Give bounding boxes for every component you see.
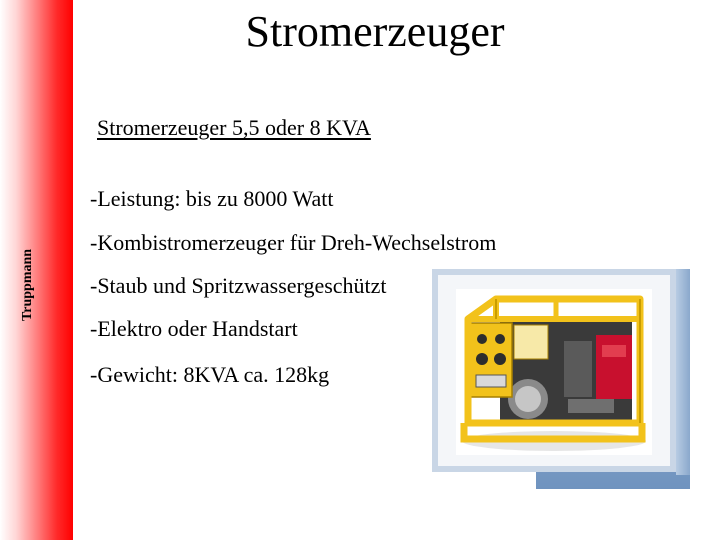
- info-label: [514, 325, 548, 359]
- engine-cover-highlight: [602, 345, 626, 357]
- bullet-item: -Kombistromerzeuger für Dreh-Wechselstrom: [90, 230, 497, 255]
- bullet-item: -Staub und Spritzwassergeschützt: [90, 273, 387, 298]
- bullet-item: -Leistung: bis zu 8000 Watt: [90, 186, 334, 211]
- engine-cover: [596, 335, 632, 399]
- generator-photo-frame: [432, 269, 690, 489]
- engine-block: [564, 341, 592, 397]
- frame-border: [432, 269, 676, 472]
- red-gradient-sidebar: [0, 0, 73, 540]
- generator-illustration: [456, 289, 652, 455]
- exhaust: [568, 399, 614, 413]
- socket-icon: [495, 334, 505, 344]
- socket-icon: [477, 334, 487, 344]
- bullet-item: -Elektro oder Handstart: [90, 316, 298, 341]
- alternator-face: [515, 386, 541, 412]
- bullet-item: -Gewicht: 8KVA ca. 128kg: [90, 362, 330, 387]
- meter-display: [476, 375, 506, 387]
- socket-icon: [476, 353, 488, 365]
- sidebar-label: Truppmann: [20, 248, 35, 322]
- slide-title: Stromerzeuger: [245, 7, 505, 56]
- slide-subtitle[interactable]: Stromerzeuger 5,5 oder 8 KVA: [97, 115, 371, 140]
- generator-photo: [456, 289, 652, 455]
- socket-icon: [494, 353, 506, 365]
- frame-edge: [676, 269, 690, 475]
